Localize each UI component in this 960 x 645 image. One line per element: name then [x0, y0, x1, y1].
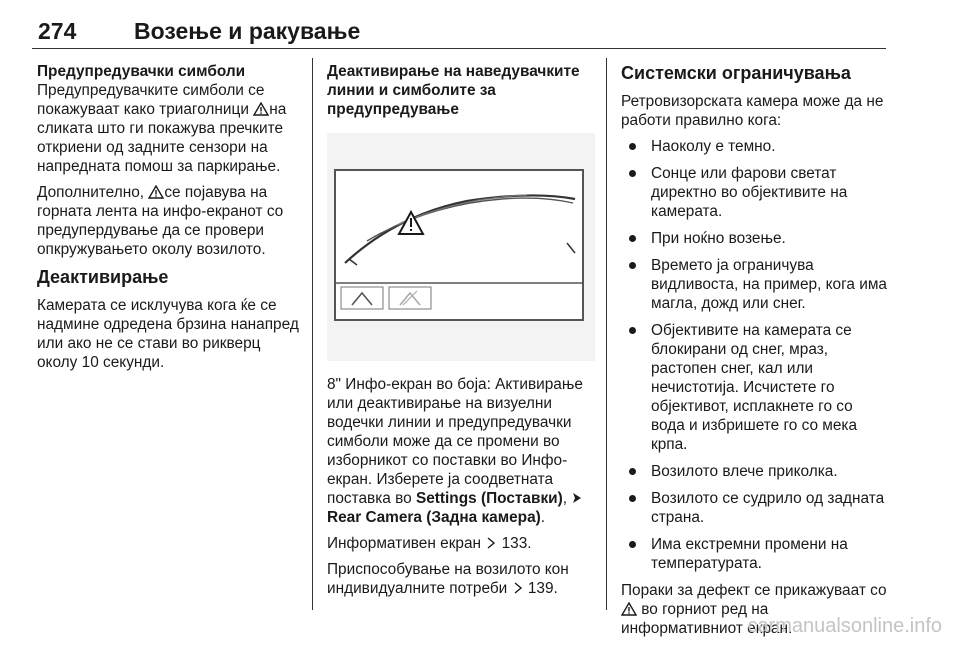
bullet-icon	[629, 262, 636, 269]
warning-triangle-icon	[621, 602, 637, 616]
text-span: на сликата што ги покажува пречките откриени од задните сензори на напредната помош за паркирање.	[37, 101, 287, 175]
camera-display-drawing	[327, 133, 595, 361]
bullet-icon	[629, 541, 636, 548]
limitations-intro: Ретровизорската камера може да не работи правилно кога:	[621, 93, 884, 129]
list-item	[621, 321, 889, 454]
menu-arrow-icon	[571, 492, 583, 504]
camera-display-illustration	[327, 133, 595, 361]
system-limitations-heading: Системски ограничувања	[621, 63, 851, 83]
warning-symbols-heading: Предупредувачки симболи	[37, 63, 246, 80]
warning-symbols-paragraph	[37, 81, 305, 176]
page-header	[32, 14, 886, 49]
list-item	[621, 229, 889, 248]
list-item	[621, 489, 889, 527]
page-title: Возење и ракување	[134, 18, 361, 44]
warning-triangle-icon	[148, 185, 164, 199]
column-3	[621, 62, 889, 645]
list-item-text: Времето ја ограничува видливоста, на пример, кога има магла, дожд или снег.	[651, 257, 887, 312]
bullet-icon	[629, 143, 636, 150]
page-reference-icon	[512, 582, 524, 594]
list-item-text: Возилото влече приколка.	[651, 463, 838, 480]
text-span: Пораки за дефект се прикажуваат со	[621, 582, 887, 599]
deactivation-heading: Деактивирање	[37, 267, 169, 287]
watermark-logo: carmanualsonline.info	[747, 615, 942, 637]
list-item	[621, 164, 889, 221]
list-item	[621, 535, 889, 573]
text-span: .	[540, 509, 546, 526]
list-item-text: Има екстремни промени на температурата.	[651, 536, 848, 572]
personalization-reference	[327, 560, 595, 598]
settings-menu-label: Settings (Поставки)	[415, 490, 563, 507]
caption-paragraph	[327, 375, 595, 527]
text-span: 139.	[523, 580, 558, 597]
list-item-text: Објективите на камерата се блокирани од снег, мраз, растопен снег, кал или нечистотија. Исчистете го објективот, исплакнете го со вода и избришете го со мека крпа.	[651, 322, 858, 453]
warning-triangle-icon	[253, 102, 269, 116]
text-span: Предупредувачките симболи се покажуваат како триаголници	[37, 82, 265, 118]
bullet-icon	[629, 235, 636, 242]
bullet-icon	[629, 170, 636, 177]
column-divider	[312, 58, 313, 610]
list-item-text: Сонце или фарови светат директно во објективите на камерата.	[651, 165, 848, 220]
page-number: 274	[38, 18, 77, 44]
limitations-list	[621, 137, 889, 573]
bullet-icon	[629, 327, 636, 334]
list-item	[621, 462, 889, 481]
list-item-text: Наоколу е темно.	[651, 138, 776, 155]
text-span: Приспособување на возилото кон индивидуалните потреби	[327, 561, 569, 597]
guidelines-heading: Деактивирање на наведувачките линии и симболите за предупредување	[327, 63, 580, 118]
list-item	[621, 256, 889, 313]
text-span: 133.	[497, 535, 532, 552]
text-span: се појавува на горната лента на инфо-екранот со предупердување да се провери опкружувањето околу возилото.	[37, 184, 284, 258]
bullet-icon	[629, 468, 636, 475]
list-item-text: При ноќно возење.	[651, 230, 786, 247]
column-divider	[606, 58, 607, 610]
text-span: Дополнително,	[37, 184, 149, 201]
column-1	[37, 62, 305, 379]
page-reference-icon	[485, 537, 497, 549]
column-2	[327, 62, 595, 605]
text-span: ,	[562, 490, 572, 507]
list-item	[621, 137, 889, 156]
bullet-icon	[629, 495, 636, 502]
list-item-text: Возилото се судрило од задната страна.	[651, 490, 885, 526]
deactivation-paragraph: Камерата се исклучува кога ќе се надмине одредена брзина нанапред или ако не се стави во рикверц околу 10 секунди.	[37, 297, 299, 371]
text-span: Информативен екран	[327, 535, 486, 552]
info-display-reference	[327, 534, 595, 553]
rear-camera-menu-label: Rear Camera (Задна камера)	[327, 509, 541, 526]
text-span: 8" Инфо-екран во боја: Активирање или деактивирање на визуелни водечки линии и предупредувачки симболи може да се промени во изборникот со поставки во Инфо-екран. Изберете ја соодветната поставка во	[327, 376, 583, 507]
text-span: во горниот ред на информативниот екран.	[621, 601, 793, 637]
additional-paragraph	[37, 183, 305, 259]
